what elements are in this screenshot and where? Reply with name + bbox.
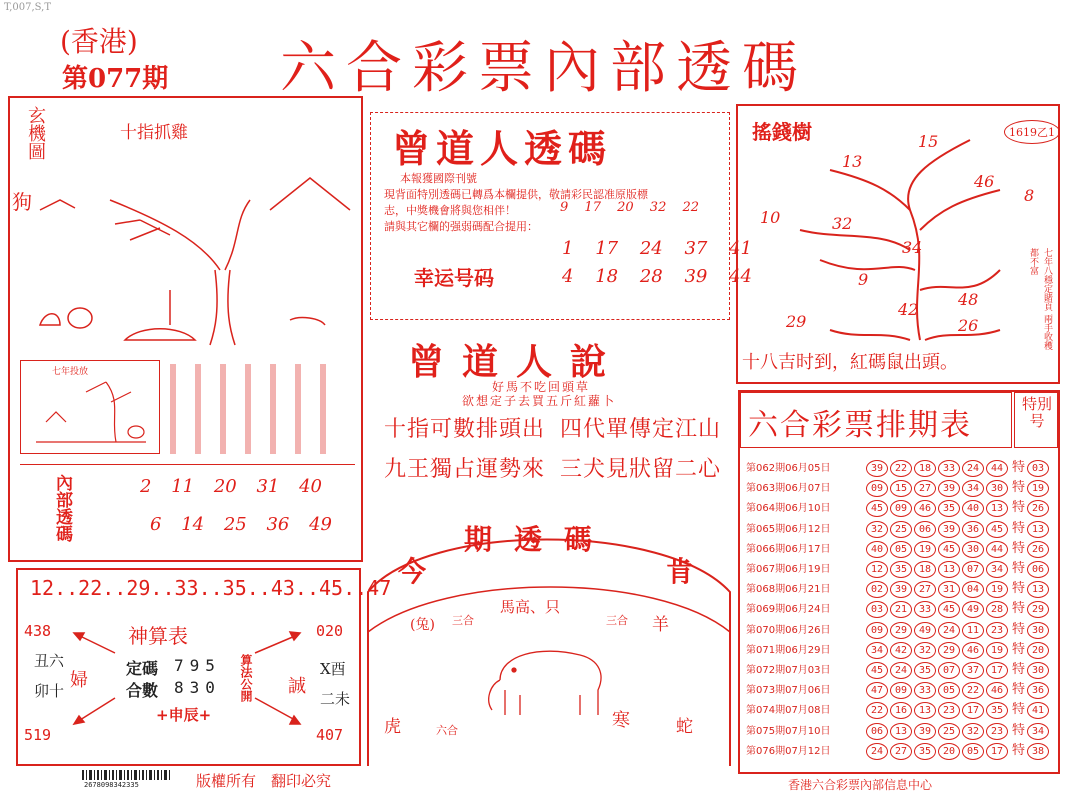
picture-caption: 十指抓雞 <box>120 123 188 143</box>
ball-number: 11 <box>962 622 984 639</box>
schedule-row <box>746 557 1051 575</box>
draw-label: 第076期07月12日 <box>746 745 831 757</box>
tree-number: 34 <box>902 238 923 257</box>
number-item: 25 <box>223 514 247 535</box>
schedule-row <box>746 719 1051 737</box>
ball-number: 49 <box>962 601 984 618</box>
ball-number: 46 <box>986 682 1008 699</box>
hint-number: 32 <box>649 200 667 215</box>
ball-number: 45 <box>866 662 888 679</box>
special-marker: 特 <box>1012 540 1026 556</box>
center-mid-title: 曾道人說 <box>408 341 625 383</box>
tree-number: 32 <box>832 214 853 233</box>
ball-number: 09 <box>866 622 888 639</box>
left-tag: 三合 <box>452 614 474 627</box>
special-marker: 特 <box>1012 742 1026 758</box>
special-ball-number: 13 <box>1027 521 1049 538</box>
ball-number: 35 <box>938 500 960 517</box>
ball-number: 19 <box>986 642 1008 659</box>
page-title: 六合彩票內部透碼 <box>280 36 808 101</box>
draw-label: 第072期07月03日 <box>746 665 831 676</box>
special-marker: 特 <box>1012 520 1026 536</box>
ball-number: 44 <box>986 460 1008 477</box>
bottom-title-right: 肯 <box>666 555 695 588</box>
ball-number: 45 <box>938 541 960 558</box>
special-ball-number: 38 <box>1027 743 1049 760</box>
ball-number: 06 <box>914 521 936 538</box>
tree-number: 9 <box>858 270 869 289</box>
draw-label: 第064期06月10日 <box>746 503 831 515</box>
special-ball-number: 36 <box>1027 682 1049 699</box>
ball-number: 07 <box>938 662 960 679</box>
ball-number: 35 <box>890 561 912 578</box>
mini-caption: 七年投放 <box>52 367 89 377</box>
draw-label: 第063期06月07日 <box>746 483 831 495</box>
hint-number: 9 <box>560 200 569 215</box>
draw-label: 第069期06月24日 <box>746 604 831 616</box>
ball-number: 35 <box>986 702 1008 719</box>
divider-line <box>20 464 355 465</box>
number-item: 11 <box>171 476 195 497</box>
bottom-title-mid: 期透碼 <box>464 523 615 556</box>
right-note-3: 二未 <box>320 690 351 708</box>
calc-left-bottom: 519 <box>24 726 52 744</box>
poem-line-1a: 十指可數排頭出 <box>384 417 546 442</box>
number-item: 6 <box>150 514 162 535</box>
ball-number: 05 <box>890 541 912 558</box>
left-note-1: 丑六 <box>34 652 65 670</box>
draw-label: 第075期07月10日 <box>746 725 831 737</box>
ball-number: 28 <box>986 601 1008 618</box>
ball-number: 32 <box>866 521 888 538</box>
ball-number: 05 <box>938 682 960 699</box>
special-marker: 特 <box>1012 480 1026 496</box>
schedule-row <box>746 618 1051 636</box>
special-ball-number: 26 <box>1027 500 1049 517</box>
special-marker: 特 <box>1012 702 1026 718</box>
special-marker: 特 <box>1012 641 1026 657</box>
stamp: 1619乙1 <box>1004 120 1060 144</box>
ball-number: 39 <box>938 521 960 538</box>
zodiac-animals: +申辰+ <box>156 706 212 724</box>
corner-label: T,007,S,T <box>4 2 51 13</box>
special-ball-number: 29 <box>1027 601 1049 618</box>
ball-number: 25 <box>938 723 960 740</box>
fixed-code-value: 795 <box>174 656 221 675</box>
ball-number: 09 <box>890 500 912 517</box>
special-ball-number: 06 <box>1027 561 1049 578</box>
number-item: 2 <box>140 476 152 497</box>
schedule-row <box>746 476 1051 494</box>
notice-line-1: 本報獲國際刊號 <box>400 172 477 185</box>
tree-number: 13 <box>842 152 863 171</box>
ball-number: 47 <box>866 682 888 699</box>
hint-number: 20 <box>617 200 634 215</box>
numbers-bottom-row <box>150 514 332 535</box>
special-ball-number: 41 <box>1027 702 1049 719</box>
special-ball-number: 26 <box>1027 541 1049 558</box>
sum-value: 830 <box>174 678 221 697</box>
center-top-title: 曾道人透碼 <box>392 126 613 171</box>
info-center-name: 香港六合彩票內部信息中心 <box>788 778 933 792</box>
tree-number: 26 <box>958 316 979 335</box>
number-item: 20 <box>213 476 237 497</box>
ball-number: 17 <box>986 662 1008 679</box>
ball-number: 02 <box>866 581 888 598</box>
ball-number: 22 <box>866 702 888 719</box>
ball-number: 20 <box>938 743 960 760</box>
ball-number: 19 <box>914 541 936 558</box>
bottom-title-left: 今 <box>398 555 427 588</box>
ball-number: 45 <box>986 521 1008 538</box>
ball-number: 34 <box>962 480 984 497</box>
ball-number: 13 <box>890 723 912 740</box>
tree-number: 10 <box>760 208 781 227</box>
ball-number: 19 <box>986 581 1008 598</box>
number-item: 49 <box>309 514 333 535</box>
draw-label: 第070期06月26日 <box>746 624 831 636</box>
mid-subtitle-2: 欲想定子去買五斤紅蘿卜 <box>462 394 617 408</box>
top-hint-text: 馬高、只 <box>500 598 561 616</box>
ball-number: 15 <box>890 480 912 497</box>
special-ball-number: 13 <box>1027 581 1049 598</box>
ball-number: 29 <box>890 622 912 639</box>
bottom-right-animal: 蛇 <box>676 717 693 737</box>
tree-bottom-note: 十八吉时到，紅碼鼠出頭。 <box>742 352 958 373</box>
ball-number: 23 <box>938 702 960 719</box>
ball-number: 13 <box>914 702 936 719</box>
right-note-2: X酉 <box>320 660 346 678</box>
ball-number: 27 <box>914 480 936 497</box>
ball-number: 13 <box>938 561 960 578</box>
lucky-number: 1 <box>562 238 574 259</box>
ball-number: 49 <box>914 622 936 639</box>
schedule-row <box>746 658 1051 676</box>
schedule-row <box>746 638 1051 656</box>
ball-number: 32 <box>914 642 936 659</box>
tree-number: 8 <box>1024 186 1035 205</box>
special-marker: 特 <box>1012 682 1026 698</box>
draw-label: 第062期06月05日 <box>746 463 831 474</box>
special-ball-number: 30 <box>1027 662 1049 679</box>
lucky-number: 28 <box>639 266 663 287</box>
ball-number: 22 <box>890 460 912 477</box>
draw-label: 第066期06月17日 <box>746 543 831 555</box>
ball-number: 12 <box>866 561 888 578</box>
schedule-row <box>746 698 1051 716</box>
lucky-number: 17 <box>595 238 619 259</box>
calc-right-top: 020 <box>316 622 344 640</box>
hint-number: 17 <box>584 200 601 215</box>
tree-number: 48 <box>958 290 979 309</box>
lucky-row-2 <box>562 266 752 287</box>
right-animal: 羊 <box>652 615 669 635</box>
ball-number: 21 <box>890 601 912 618</box>
vertical-text-columns <box>165 360 355 460</box>
ball-number: 34 <box>986 561 1008 578</box>
sum-label: 合數 <box>126 681 159 700</box>
left-note-2: 卯十 <box>34 682 65 700</box>
special-marker: 特 <box>1012 561 1026 576</box>
ball-number: 18 <box>914 460 936 477</box>
ball-number: 04 <box>962 581 984 598</box>
ball-number: 09 <box>866 480 888 497</box>
ball-number: 27 <box>890 743 912 760</box>
ball-number: 35 <box>914 743 936 760</box>
ball-number: 17 <box>986 743 1008 760</box>
ball-number: 17 <box>962 702 984 719</box>
calc-right-bottom: 407 <box>316 726 344 744</box>
lucky-number: 18 <box>595 266 619 287</box>
notice-line-4: 請與其它欄的强弱碼配合提用： <box>384 220 538 233</box>
ball-number: 40 <box>866 541 888 558</box>
ball-number: 03 <box>866 601 888 618</box>
ball-number: 40 <box>962 500 984 517</box>
left-note-3: 婦 <box>70 670 88 691</box>
number-item: 14 <box>181 514 205 535</box>
poem-line-1b: 四代單傳定江山 <box>560 417 722 442</box>
draw-label: 第067期06月19日 <box>746 564 831 575</box>
ball-number: 36 <box>962 521 984 538</box>
tree-number: 42 <box>898 300 919 319</box>
lucky-number: 41 <box>729 238 753 259</box>
draw-label: 第074期07月08日 <box>746 705 831 717</box>
tree-number: 15 <box>918 132 939 151</box>
calc-top-numbers: 12..22..29..33..35..43..45..47 <box>30 576 392 600</box>
calc-left-top: 438 <box>24 622 52 640</box>
issue-number: 第077期 <box>62 64 169 94</box>
ball-number: 07 <box>962 561 984 578</box>
mystery-picture-title: 玄機圖 <box>25 106 46 160</box>
ball-number: 39 <box>866 460 888 477</box>
special-marker: 特 <box>1012 460 1026 475</box>
ball-number: 31 <box>938 581 960 598</box>
ball-number: 25 <box>890 521 912 538</box>
ball-number: 09 <box>890 682 912 699</box>
ball-number: 35 <box>914 662 936 679</box>
lucky-number: 39 <box>684 266 708 287</box>
draw-label: 第068期06月21日 <box>746 584 831 596</box>
number-item: 40 <box>299 476 323 497</box>
lucky-number-label: 幸运号码 <box>414 266 494 290</box>
right-note-1: 誠 <box>288 676 306 697</box>
bottom-left-animal: 虎 <box>384 717 401 737</box>
ball-number: 24 <box>890 662 912 679</box>
special-ball-number: 20 <box>1027 642 1049 659</box>
tree-side-note: 七年八穩定賭頁 兩手收穫都不富 <box>1028 248 1052 350</box>
schedule-title: 六合彩票排期表 <box>748 408 972 443</box>
tree-number: 29 <box>786 312 807 331</box>
elephant-illustration <box>480 640 620 720</box>
schedule-row <box>746 577 1051 595</box>
ball-number: 30 <box>986 480 1008 497</box>
ball-number: 23 <box>986 723 1008 740</box>
notice-line-2: 現背面特別透碼已轉爲本欄提供，敬請彩民認准原版標 <box>384 188 648 201</box>
ball-number: 06 <box>866 723 888 740</box>
lucky-number: 4 <box>562 266 574 287</box>
number-item: 36 <box>266 514 290 535</box>
special-marker: 特 <box>1012 621 1026 637</box>
ball-number: 27 <box>914 581 936 598</box>
schedule-row <box>746 739 1051 757</box>
poem-line-2b: 三犬見狀留二心 <box>560 457 722 482</box>
tree-number: 46 <box>974 172 995 191</box>
special-ball-number: 34 <box>1027 723 1049 740</box>
notice-line-3: 志，中獎機會將與您相伴！ <box>384 204 516 217</box>
number-item: 31 <box>256 476 280 497</box>
special-ball-number: 19 <box>1027 480 1049 497</box>
ball-number: 45 <box>938 601 960 618</box>
ball-number: 23 <box>986 622 1008 639</box>
ball-number: 46 <box>914 500 936 517</box>
schedule-row <box>746 496 1051 514</box>
draw-label: 第065期06月12日 <box>746 523 831 535</box>
draw-label: 第073期07月06日 <box>746 685 831 697</box>
ball-number: 18 <box>914 561 936 578</box>
ball-number: 33 <box>914 601 936 618</box>
region-label: (香港) <box>60 25 138 58</box>
ball-number: 37 <box>962 662 984 679</box>
lucky-row-1 <box>562 238 752 259</box>
ball-number: 46 <box>962 642 984 659</box>
right-tag: 三合 <box>606 614 628 627</box>
left-animal: (兔) <box>410 617 435 633</box>
bottom-mid-char: 寒 <box>612 710 630 731</box>
special-marker: 特 <box>1012 581 1026 597</box>
poem-line-2a: 九王獨占運勢來 <box>384 457 546 482</box>
formula-public-label: 算法公開 <box>239 654 253 702</box>
landscape-illustration <box>20 140 360 350</box>
ball-number: 30 <box>962 541 984 558</box>
copyright-notice: 版權所有 翻印必究 <box>196 772 332 790</box>
schedule-row <box>746 517 1051 535</box>
hint-number: 22 <box>682 200 700 215</box>
ball-number: 33 <box>938 460 960 477</box>
mid-subtitle-1: 好馬不吃回頭草 <box>492 380 591 394</box>
fixed-code-label: 定碼 <box>126 659 159 678</box>
schedule-row <box>746 597 1051 615</box>
ball-number: 05 <box>962 743 984 760</box>
numbers-top-row <box>140 476 322 497</box>
ball-number: 24 <box>866 743 888 760</box>
special-marker: 特 <box>1012 662 1026 677</box>
ball-number: 24 <box>938 622 960 639</box>
schedule-row <box>746 537 1051 555</box>
ball-number: 39 <box>938 480 960 497</box>
ball-number: 32 <box>962 723 984 740</box>
lucky-number: 44 <box>729 266 753 287</box>
barcode-number: 2678098342335 <box>84 781 139 789</box>
internal-code-label: 內部透碼 <box>52 474 72 542</box>
ball-number: 22 <box>962 682 984 699</box>
draw-label: 第071期06月29日 <box>746 644 831 656</box>
schedule-row <box>746 678 1051 696</box>
animal-label: 狗 <box>12 190 32 214</box>
ball-number: 13 <box>986 500 1008 517</box>
ball-number: 34 <box>866 642 888 659</box>
schedule-row <box>746 456 1051 474</box>
special-ball-number: 30 <box>1027 622 1049 639</box>
hint-numbers <box>560 200 699 215</box>
ball-number: 42 <box>890 642 912 659</box>
ball-number: 29 <box>938 642 960 659</box>
ball-number: 16 <box>890 702 912 719</box>
ball-number: 33 <box>914 682 936 699</box>
special-marker: 特 <box>1012 601 1026 617</box>
special-badge: 特別号 <box>1021 395 1052 430</box>
lucky-number: 24 <box>639 238 663 259</box>
lucky-number: 37 <box>684 238 708 259</box>
mini-tree-illustration <box>26 372 156 452</box>
special-marker: 特 <box>1012 722 1026 738</box>
special-marker: 特 <box>1012 500 1026 516</box>
ball-number: 39 <box>914 723 936 740</box>
ball-number: 24 <box>962 460 984 477</box>
calc-title: 神算表 <box>128 624 188 648</box>
bottom-tag: 六合 <box>436 724 458 737</box>
ball-number: 45 <box>866 500 888 517</box>
ball-number: 39 <box>890 581 912 598</box>
ball-number: 44 <box>986 541 1008 558</box>
special-ball-number: 03 <box>1027 460 1049 477</box>
money-tree-title: 搖錢樹 <box>752 120 812 144</box>
